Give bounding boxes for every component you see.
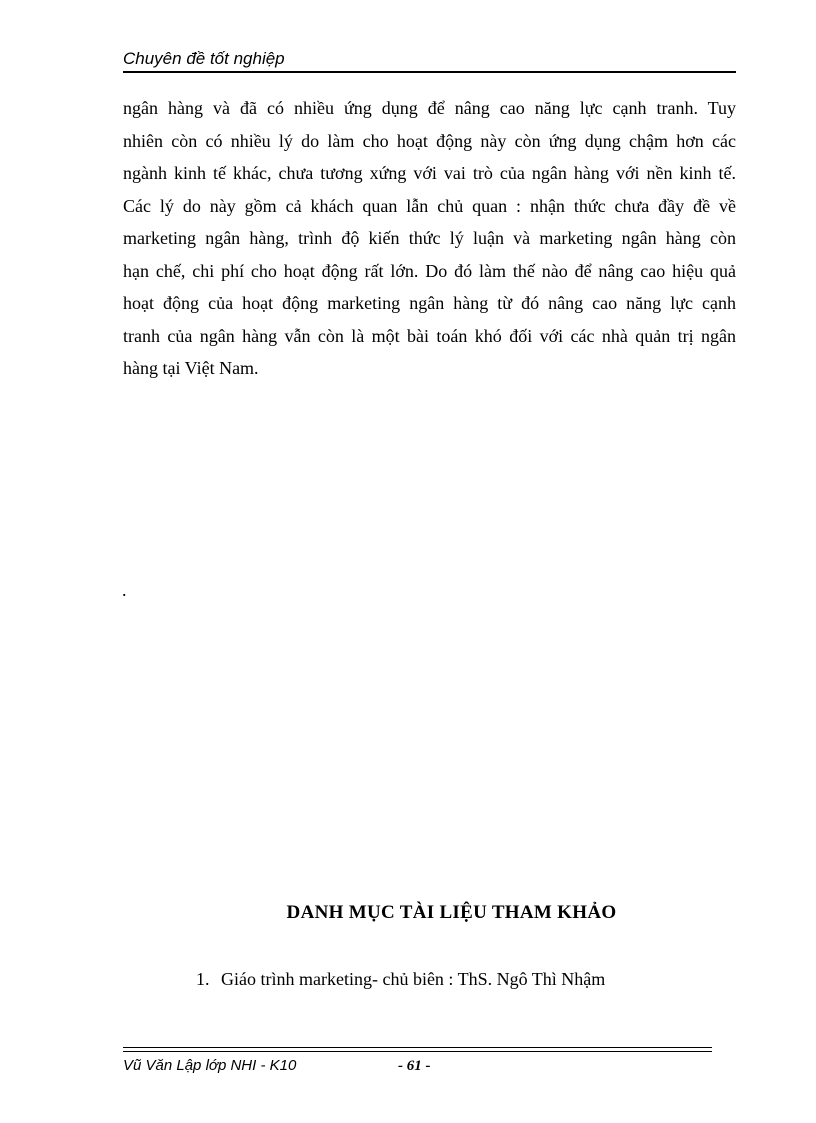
body-line: ngành kinh tế khác, chưa tương xứng với vai trò của ngân hàng với nền kinh tế.: [123, 163, 736, 183]
references-heading: DANH MỤC TÀI LIỆU THAM KHẢO: [286, 902, 617, 923]
references-list: [196, 967, 605, 991]
footer-author: Vũ Văn Lập lớp NHI - K10: [123, 1057, 297, 1074]
footer-divider: [123, 1047, 712, 1052]
body-line: tranh của ngân hàng vẫn còn là một bài toán khó đối với các nhà quản trị ngân: [123, 325, 736, 346]
body-line: hoạt động của hoạt động marketing ngân hàng từ đó nâng cao năng lực cạnh: [123, 293, 736, 313]
body-line: Các lý do này gồm cả khách quan lẫn chủ quan : nhận thức chưa đầy đề về: [123, 195, 736, 216]
body-line: hàng tại Việt Nam.: [123, 358, 259, 378]
reference-item: [196, 967, 605, 991]
page-header: [123, 48, 736, 73]
body-line: ngân hàng và đã có nhiều ứng dụng để nâng cao năng lực cạnh tranh. Tuy: [123, 98, 736, 118]
stray-dot: .: [122, 580, 127, 600]
page-number: - 61 -: [398, 1058, 431, 1074]
body-line: marketing ngân hàng, trình độ kiến thức lý luận và marketing ngân hàng còn: [123, 228, 736, 248]
body-paragraph: [123, 92, 736, 385]
reference-text: Giáo trình marketing- chủ biên : ThS. Ngô Thì Nhậm: [221, 969, 606, 989]
body-line: nhiên còn có nhiều lý do làm cho hoạt động này còn ứng dụng chậm hơn các: [123, 130, 736, 151]
body-line: hạn chế, chi phí cho hoạt động rất lớn. Do đó làm thế nào để nâng cao hiệu quả: [123, 260, 736, 281]
reference-number: 1.: [196, 969, 210, 989]
header-title: Chuyên đề tốt nghiệp: [123, 49, 285, 68]
